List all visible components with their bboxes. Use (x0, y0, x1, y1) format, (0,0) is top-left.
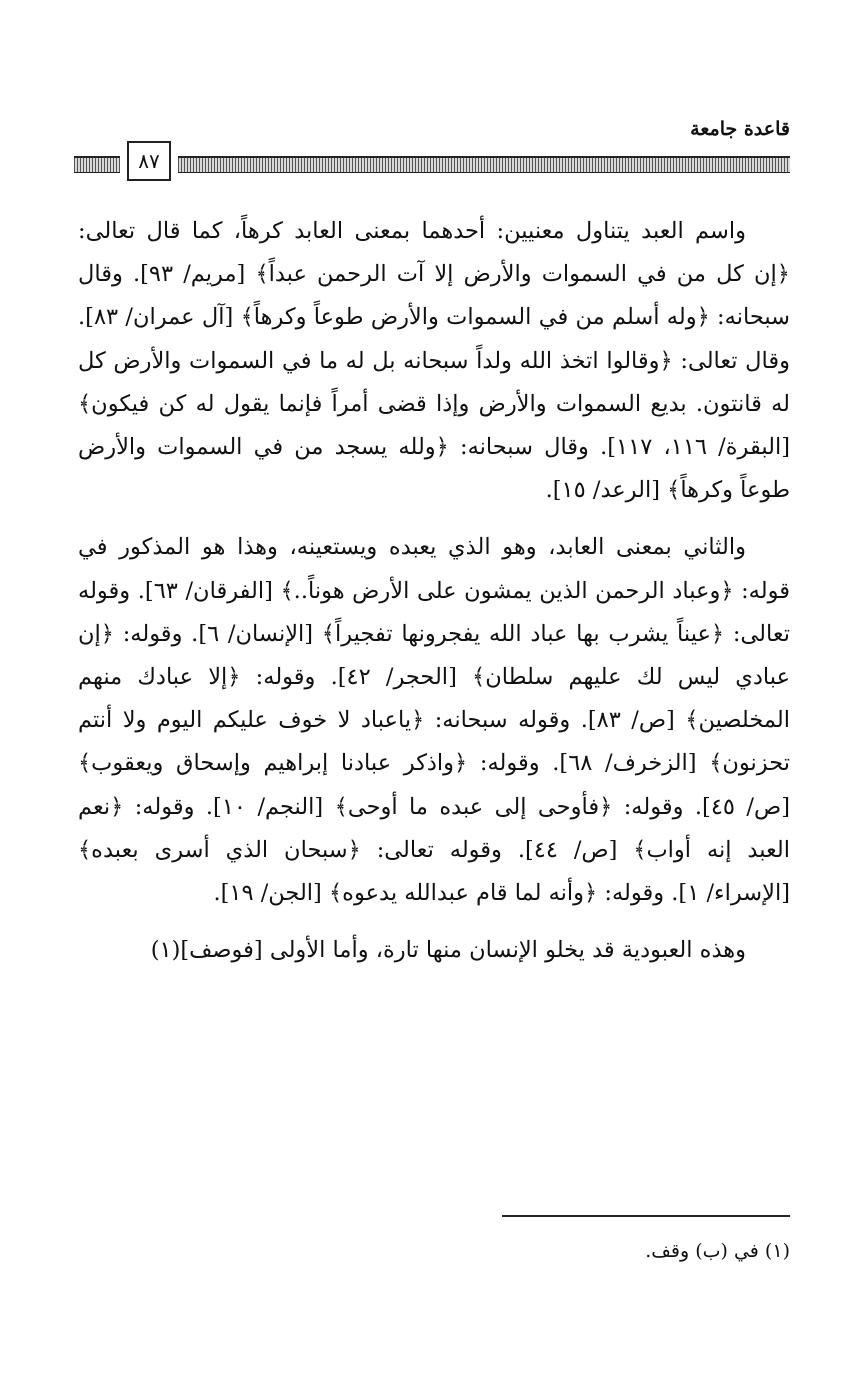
header-rule-right (178, 156, 790, 173)
paragraph-3: وهذه العبودية قد يخلو الإنسان منها تارة، وأما الأولى [فوصف](١) (150, 937, 746, 964)
body-text (78, 210, 790, 986)
footnote: (١) في (ب) وقف. (645, 1240, 790, 1262)
page-header (74, 141, 790, 183)
running-title: قاعدة جامعة (690, 118, 790, 140)
paragraph-2: والثاني بمعنى العابد، وهو الذي يعبده ويستعينه، وهذا هو المذكور في قوله: ﴿وعباد الرحمن الذين يمشون على الأرض هوناً..﴾ [الفرقان/ ٦٣]. وقوله تعالى: ﴿عيناً يشرب بها عباد الله يفجرونها تفجيراً﴾ [الإنسان/ ٦]. وقوله: ﴿إن عبادي ليس لك عليهم سلطان﴾ [الحجر/ ٤٢]. وقوله: ﴿إلا عبادك منهم المخلصين﴾ [ص/ ٨٣]. وقوله سبحانه: ﴿ياعباد لا خوف عليكم اليوم ولا أنتم تحزنون﴾ [الزخرف/ ٦٨]. وقوله: ﴿واذكر عبادنا إبراهيم وإسحاق ويعقوب﴾ [ص/ ٤٥]. وقوله: ﴿فأوحى إلى عبده ما أوحى﴾ [النجم/ ١٠]. وقوله: ﴿نعم العبد إنه أواب﴾ [ص/ ٤٤]. وقوله تعالى: ﴿سبحان الذي أسرى بعبده﴾ [الإسراء/ ١]. وقوله: ﴿وأنه لما قام عبدالله يدعوه﴾ [الجن/ ١٩]. (78, 534, 790, 907)
page-number: ٨٧ (127, 141, 171, 181)
header-rule-left (74, 156, 120, 173)
paragraph-1: واسم العبد يتناول معنيين: أحدهما بمعنى العابد كرهاً، كما قال تعالى: ﴿إن كل من في السموات والأرض إلا آت الرحمن عبداً﴾ [مريم/ ٩٣]. وقال سبحانه: ﴿وله أسلم من في السموات والأرض طوعاً وكرهاً﴾ [آل عمران/ ٨٣]. وقال تعالى: ﴿وقالوا اتخذ الله ولداً سبحانه بل له ما في السموات والأرض كل له قانتون. بديع السموات والأرض وإذا قضى أمراً فإنما يقول له كن فيكون﴾ [البقرة/ ١١٦، ١١٧]. وقال سبحانه: ﴿ولله يسجد من في السموات والأرض طوعاً وكرهاً﴾ [الرعد/ ١٥]. (78, 218, 791, 504)
footnote-divider (502, 1215, 790, 1217)
